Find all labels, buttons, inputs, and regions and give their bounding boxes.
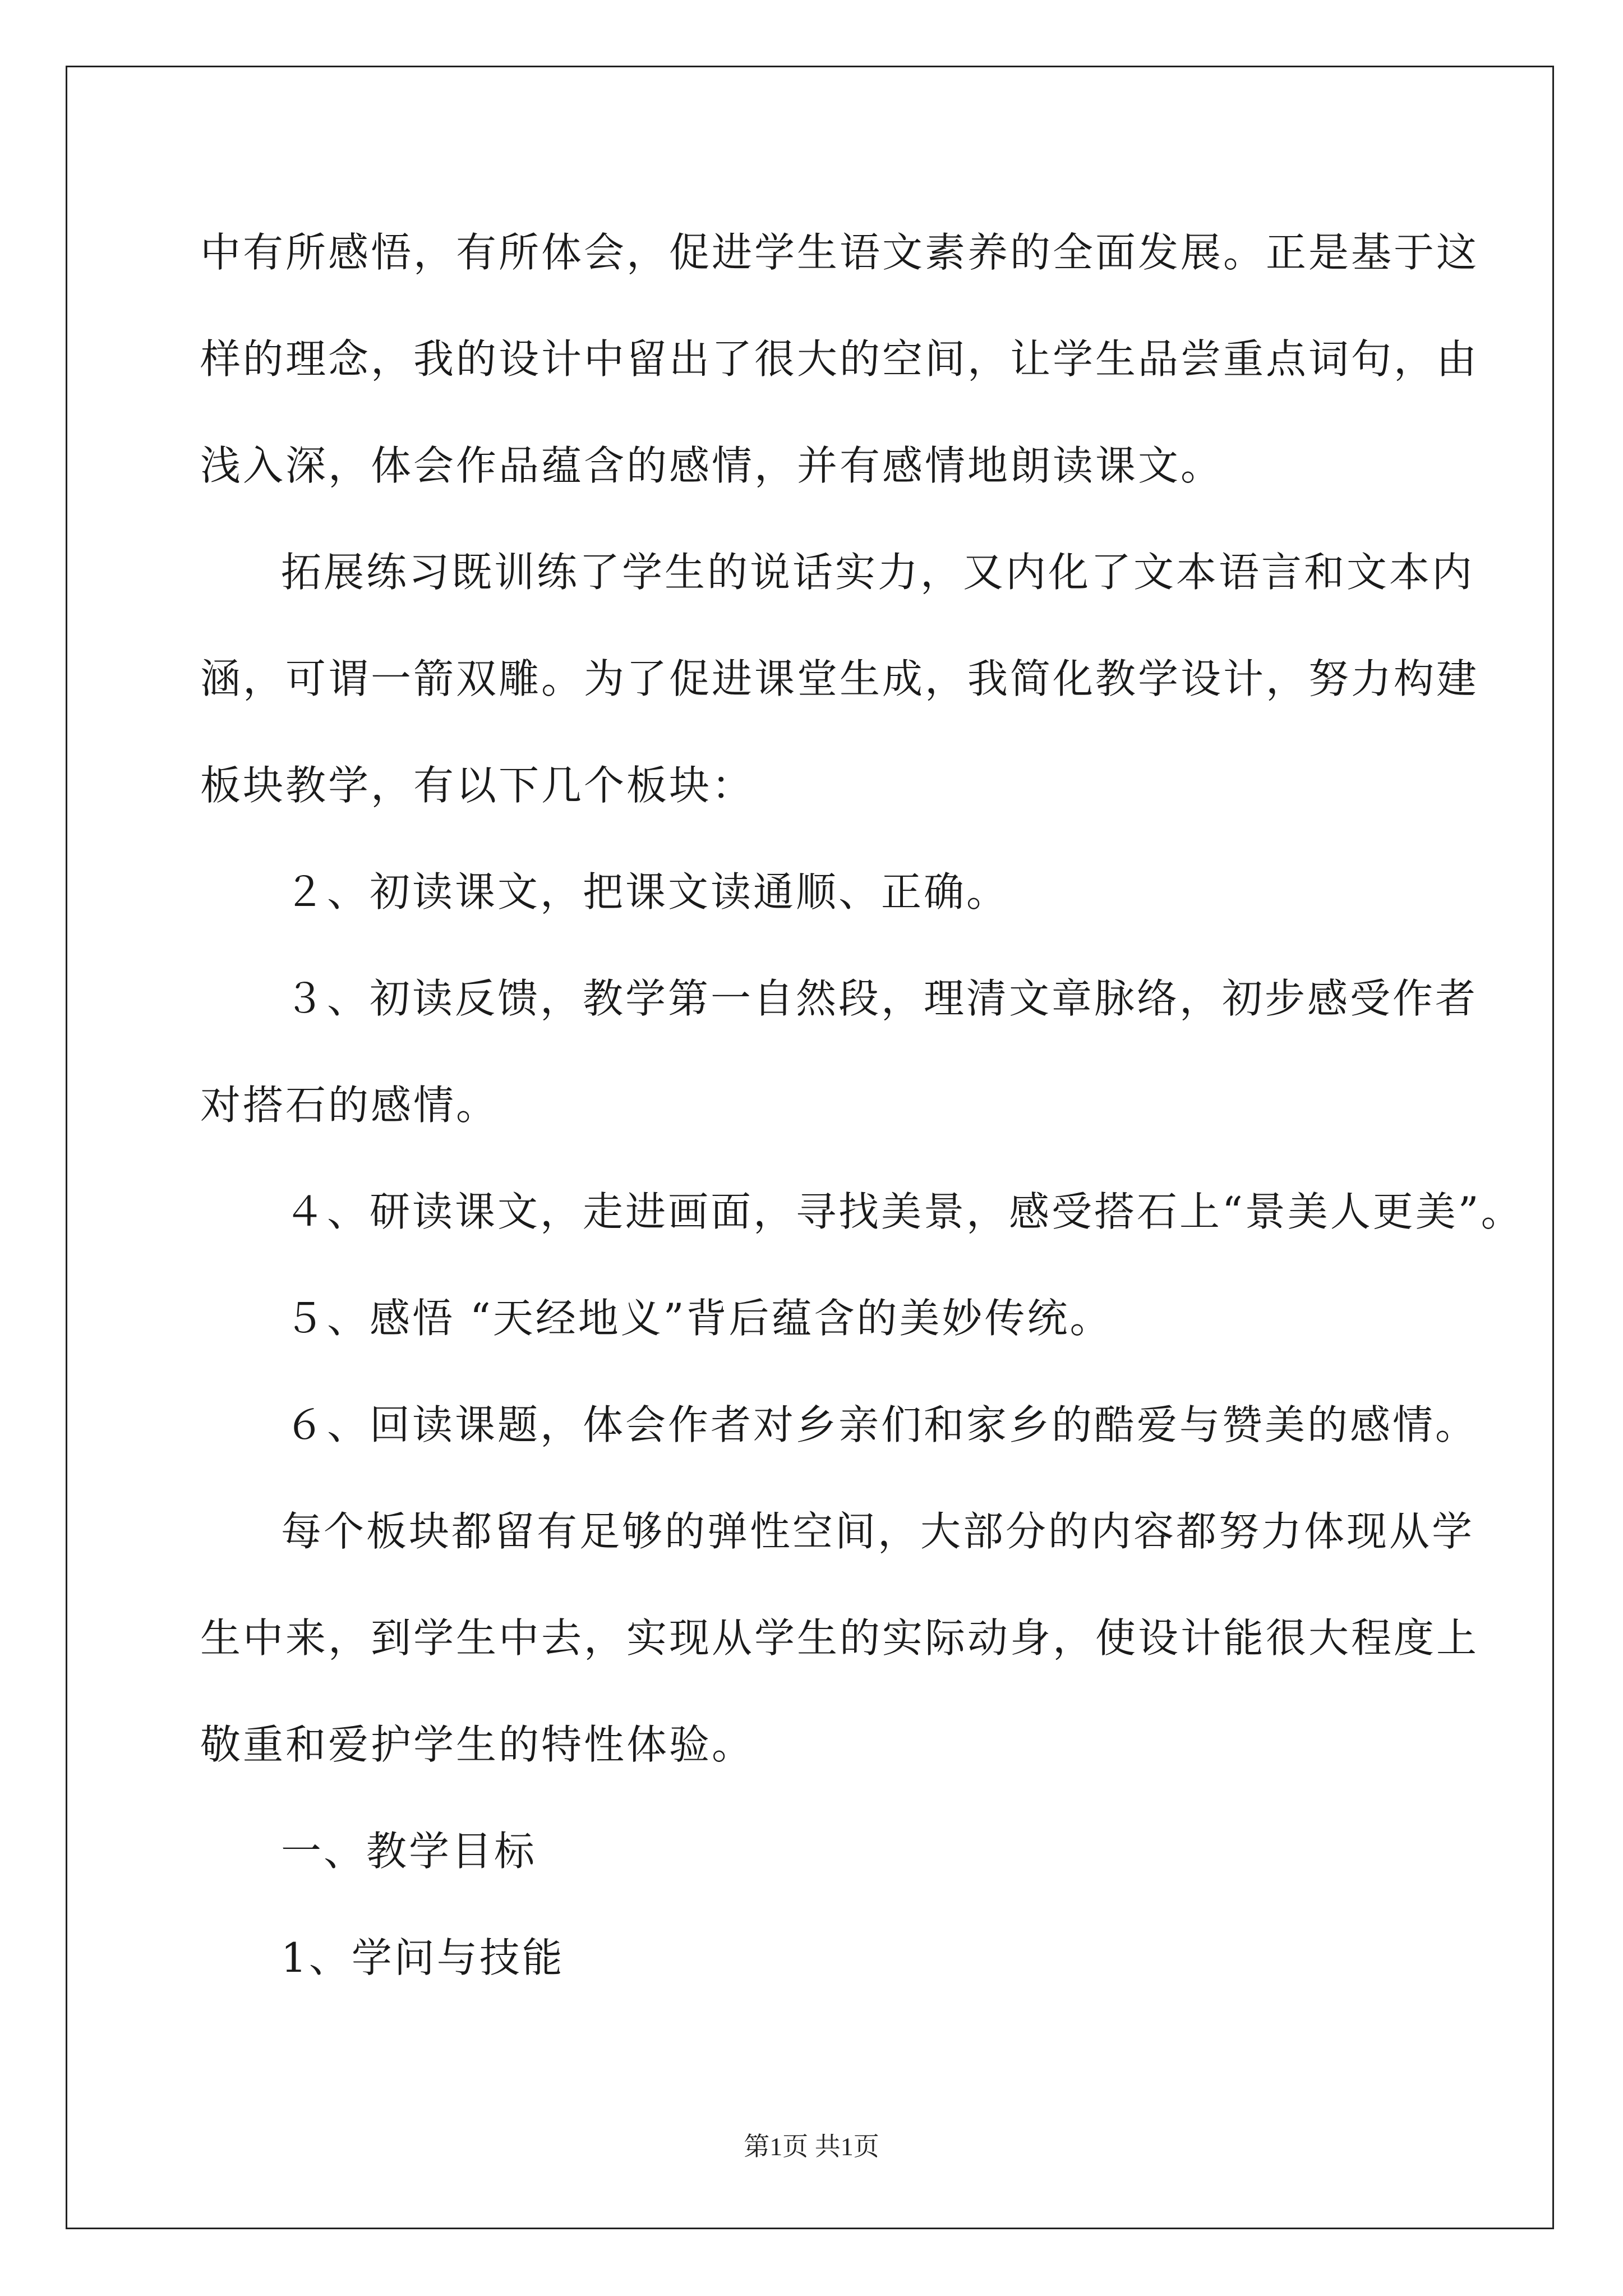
paragraph-line-13: 每个板块都留有足够的弹性空间，大部分的内容都努力体现从学 <box>281 1508 1475 1555</box>
page-number-footer: 第1页 共1页 <box>744 2132 879 2161</box>
paragraph-line-3: 浅入深，体会作品蕴含的感情，并有感情地朗读课文。 <box>200 442 1224 489</box>
subsection-heading: 1、学问与技能 <box>281 1934 565 1981</box>
list-item-3-continued: 对搭石的感情。 <box>200 1082 499 1129</box>
paragraph-line-4: 拓展练习既训练了学生的说话实力，又内化了文本语言和文本内 <box>281 549 1475 596</box>
paragraph-line-6: 板块教学，有以下几个板块： <box>200 762 755 809</box>
paragraph-line-14: 生中来，到学生中去，实现从学生的实际动身，使设计能很大程度上 <box>200 1614 1479 1662</box>
list-item-4: ４、研读课文，走进画面，寻找美景，感受搭石上“景美人更美”。 <box>284 1188 1524 1235</box>
paragraph-line-15: 敬重和爱护学生的特性体验。 <box>200 1721 755 1768</box>
paragraph-line-5: 涵，可谓一箭双雕。为了促进课堂生成，我简化教学设计，努力构建 <box>200 655 1479 702</box>
list-item-5: ５、感悟 “天经地义”背后蕴含的美妙传统。 <box>284 1295 1113 1342</box>
list-item-3: ３、初读反馈，教学第一自然段，理清文章脉络，初步感受作者 <box>284 975 1478 1022</box>
list-item-2: ２、初读课文，把课文读通顺、正确。 <box>284 868 1009 915</box>
section-heading: 一、教学目标 <box>281 1828 537 1875</box>
paragraph-line-2: 样的理念，我的设计中留出了很大的空间，让学生品尝重点词句，由 <box>200 335 1479 383</box>
list-item-6: ６、回读课题，体会作者对乡亲们和家乡的酷爱与赞美的感情。 <box>284 1401 1478 1448</box>
paragraph-line-1: 中有所感悟，有所体会，促进学生语文素养的全面发展。正是基于这 <box>200 229 1479 276</box>
